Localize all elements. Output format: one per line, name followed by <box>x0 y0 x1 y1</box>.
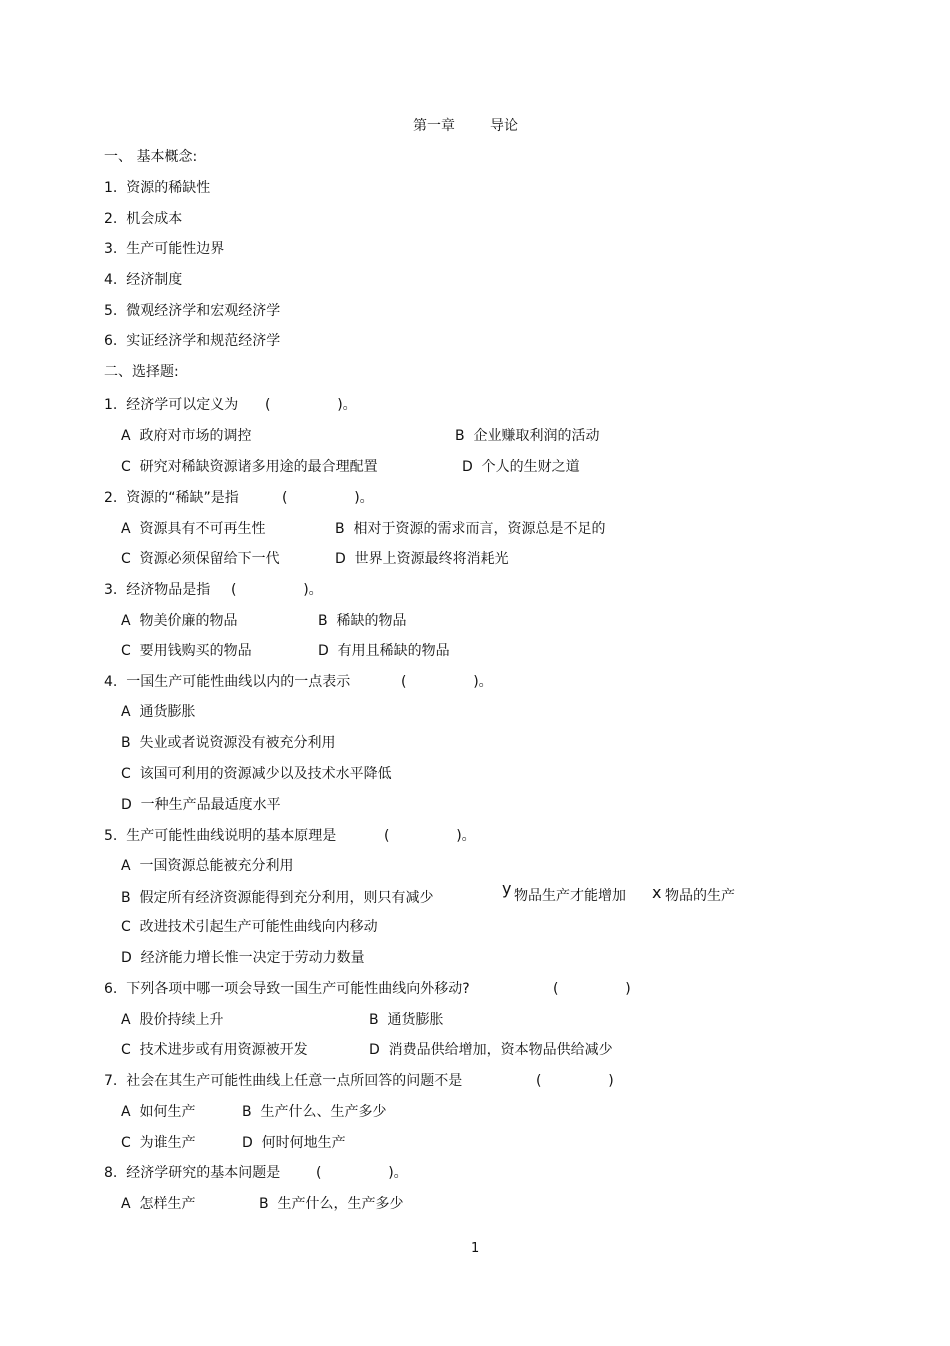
chapter-title-number: 第一章 <box>413 118 455 134</box>
answer-blank: ( )。 <box>401 674 493 690</box>
option-d: D 何时何地生产 <box>242 1135 346 1151</box>
option-d: D 一种生产品最适度水平 <box>121 797 281 813</box>
option-b: B 失业或者说资源没有被充分利用 <box>121 735 336 751</box>
option-c: C 研究对稀缺资源诸多用途的最合理配置 <box>121 459 378 475</box>
option-a: A 政府对市场的调控 <box>121 428 252 444</box>
option-b: B 生产什么，生产多少 <box>259 1196 404 1212</box>
section-heading-choices: 二、选择题: <box>104 364 179 380</box>
option-c: C 要用钱购买的物品 <box>121 643 252 659</box>
page-number: 1 <box>471 1241 480 1256</box>
question-stem: 5. 生产可能性曲线说明的基本原理是 <box>104 828 337 844</box>
question-stem: 2. 资源的“稀缺”是指 <box>104 490 239 506</box>
option-b: B 生产什么、生产多少 <box>242 1104 387 1120</box>
option-a: A 通货膨胀 <box>121 704 196 720</box>
option-d: D 消费品供给增加，资本物品供给减少 <box>369 1042 613 1058</box>
concept-item: 6. 实证经济学和规范经济学 <box>104 333 281 349</box>
option-d: D 有用且稀缺的物品 <box>318 643 450 659</box>
chapter-title-text: 导论 <box>490 118 518 134</box>
answer-blank: ( )。 <box>384 828 476 844</box>
answer-blank: ( )。 <box>282 490 374 506</box>
variable-x: x <box>652 883 662 902</box>
option-c: C 改进技术引起生产可能性曲线向内移动 <box>121 919 378 935</box>
answer-blank: ( ) <box>536 1073 614 1089</box>
option-b-continued: 物品生产才能增加 <box>514 888 626 904</box>
option-b: B 相对于资源的需求而言，资源总是不足的 <box>335 521 606 537</box>
option-a: A 物美价廉的物品 <box>121 613 238 629</box>
question-stem: 8. 经济学研究的基本问题是 <box>104 1165 281 1181</box>
option-b: B 通货膨胀 <box>369 1012 444 1028</box>
option-a: A 资源具有不可再生性 <box>121 521 266 537</box>
question-stem: 6. 下列各项中哪一项会导致一国生产可能性曲线向外移动? <box>104 981 470 997</box>
option-b: B 企业赚取利润的活动 <box>455 428 600 444</box>
option-a: A 股价持续上升 <box>121 1012 224 1028</box>
option-d: D 世界上资源最终将消耗光 <box>335 551 509 567</box>
answer-blank: ( )。 <box>265 397 357 413</box>
variable-y: y <box>502 879 512 898</box>
option-d: D 个人的生财之道 <box>462 459 580 475</box>
question-stem: 1. 经济学可以定义为 <box>104 397 239 413</box>
concept-item: 5. 微观经济学和宏观经济学 <box>104 303 281 319</box>
option-b-end: 物品的生产 <box>665 888 735 904</box>
option-c: C 技术进步或有用资源被开发 <box>121 1042 308 1058</box>
answer-blank: ( ) <box>553 981 631 997</box>
concept-item: 3. 生产可能性边界 <box>104 241 225 257</box>
option-d: D 经济能力增长惟一决定于劳动力数量 <box>121 950 365 966</box>
concept-item: 1. 资源的稀缺性 <box>104 180 211 196</box>
option-a: A 怎样生产 <box>121 1196 196 1212</box>
question-stem: 4. 一国生产可能性曲线以内的一点表示 <box>104 674 351 690</box>
question-stem: 3. 经济物品是指 <box>104 582 211 598</box>
answer-blank: ( )。 <box>316 1165 408 1181</box>
option-a: A 一国资源总能被充分利用 <box>121 858 294 874</box>
section-heading-concepts: 一、 基本概念: <box>104 149 198 165</box>
option-c: C 该国可利用的资源减少以及技术水平降低 <box>121 766 392 782</box>
question-stem: 7. 社会在其生产可能性曲线上任意一点所回答的问题不是 <box>104 1073 463 1089</box>
option-c: C 为谁生产 <box>121 1135 196 1151</box>
concept-item: 4. 经济制度 <box>104 272 183 288</box>
option-a: A 如何生产 <box>121 1104 196 1120</box>
option-c: C 资源必须保留给下一代 <box>121 551 280 567</box>
concept-item: 2. 机会成本 <box>104 211 183 227</box>
option-b: B 假定所有经济资源能得到充分利用，则只有减少 <box>121 890 434 906</box>
answer-blank: ( )。 <box>231 582 323 598</box>
option-b: B 稀缺的物品 <box>318 613 407 629</box>
